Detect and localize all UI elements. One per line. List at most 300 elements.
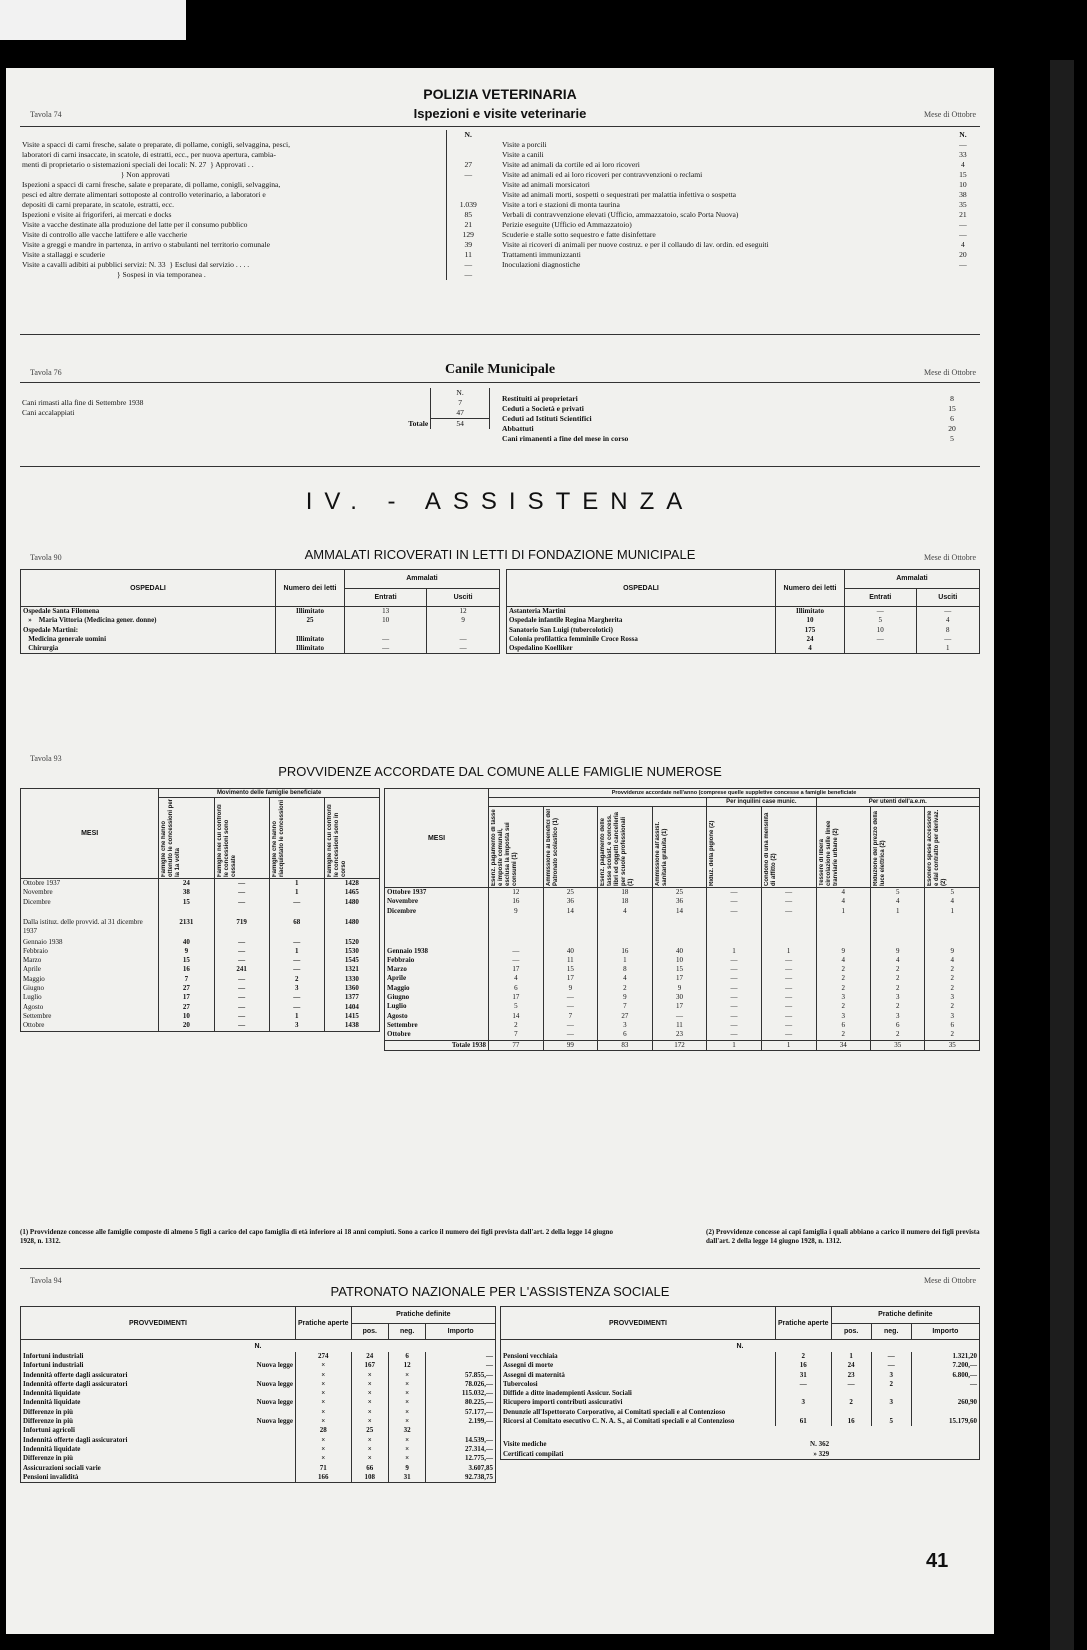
aperte-cell: 2 [776, 1352, 832, 1361]
col-provvidenza-sub [598, 807, 653, 888]
pos-cell [831, 1408, 871, 1417]
month-label: Aprile [385, 974, 489, 983]
col-header-text: Famiglie che hanno ottenuto le concessioni per la 1a volta [161, 798, 182, 877]
table-row [501, 1408, 980, 1417]
value-cell: 3 [871, 993, 925, 1002]
aperte-cell: × [296, 1417, 352, 1426]
row-value: 39 [446, 240, 490, 250]
provvedimento-name: Infortuni industriali [23, 1361, 84, 1370]
row-value: — [959, 230, 967, 239]
n-header: N. [431, 388, 490, 398]
value-cell: — [761, 1021, 816, 1030]
col-usciti: Usciti [916, 588, 979, 607]
value-cell: — [761, 1002, 816, 1011]
neg-cell: — [871, 1352, 911, 1361]
row-label: depositi di carni preparate, in scatole, estratti, ecc. [22, 200, 175, 209]
aperte-cell: 3 [776, 1398, 832, 1407]
pos-cell: 66 [351, 1464, 388, 1473]
aperte-cell: × [296, 1361, 352, 1370]
table-month: Mese di Ottobre [924, 1276, 976, 1285]
pos-cell: × [351, 1398, 388, 1407]
neg-cell: × [388, 1389, 425, 1398]
table-row [500, 160, 980, 170]
value-cell: 8 [598, 965, 653, 974]
table-title: Ispezioni e visite veterinarie [413, 106, 587, 121]
col-pratiche-definite: Pratiche definite [351, 1307, 495, 1324]
row-value: — [446, 270, 490, 280]
table-row [385, 947, 980, 956]
total-cell: 83 [598, 1040, 653, 1050]
pos-cell: — [831, 1380, 871, 1389]
col-provvidenze: Provvidenze accordate nell'anno (comprese quelle suppletive concesse a famiglie beneficiate [489, 789, 980, 798]
hospital-name: Ospedale infantile Regina Margherita [507, 616, 776, 625]
pos-cell: 167 [351, 1361, 388, 1370]
pos-cell: 23 [831, 1371, 871, 1380]
exited-count [427, 626, 500, 635]
col-entrati: Entrati [845, 588, 917, 607]
table-row [21, 1417, 496, 1426]
importo-cell: 92.738,75 [465, 1472, 493, 1481]
value-cell: 2 [816, 974, 871, 983]
provvedimento-cell [21, 1380, 296, 1389]
beds-count [276, 626, 345, 635]
value-cell: — [269, 1003, 324, 1012]
value-cell: 3 [816, 993, 871, 1002]
row-value: 11 [446, 250, 490, 260]
value-cell: 7 [489, 1030, 544, 1040]
pos-cell: × [351, 1389, 388, 1398]
row-value: 21 [446, 220, 490, 230]
col-provvidenza-sub [489, 807, 544, 888]
month-label: Settembre [21, 1012, 159, 1021]
row-value [446, 180, 490, 190]
table-row [500, 404, 980, 414]
row-label: Visite ad animali ed ai loro ricoveri per contravvenzioni o reclami [502, 170, 703, 179]
hospital-name: Colonia profilattica femminile Croce Rossa [507, 635, 776, 644]
cert-label: Certificati compilati [503, 1449, 564, 1458]
table-row [21, 1389, 496, 1398]
value-cell: 1 [707, 947, 762, 956]
value-cell: 1 [269, 888, 324, 897]
table-row [385, 888, 980, 898]
col-ammalati: Ammalati [345, 570, 500, 589]
row-label: laboratori di carni insaccate, in scatole, di estratti, ecc., per nuova apertura, cambia- [22, 150, 276, 159]
table-row [385, 907, 980, 927]
neg-cell: 5 [871, 1417, 911, 1426]
table-row [20, 270, 490, 280]
col-inquilini: Per inquilini case munic. [707, 798, 816, 807]
chapter-title: IV. - ASSISTENZA [305, 488, 695, 515]
hospital-name: Sanatorio San Luigi (tubercolotici) [507, 626, 776, 635]
table-row [21, 938, 380, 947]
provvedimento-name: Indennità liquidate [23, 1444, 81, 1453]
value-cell: 2 [871, 974, 925, 983]
table-row [20, 170, 490, 180]
row-value: 5 [950, 434, 954, 443]
rule [20, 466, 980, 467]
table-row [385, 965, 980, 974]
pos-cell: × [351, 1417, 388, 1426]
value-cell: — [761, 965, 816, 974]
value-cell: 36 [543, 897, 597, 906]
value-cell: — [761, 974, 816, 983]
exited-count: 9 [461, 616, 465, 625]
provvedimento-name: Infortuni agricoli [23, 1426, 75, 1435]
row-value: 47 [431, 408, 490, 419]
aperte-cell: — [776, 1380, 832, 1389]
row-value: 38 [959, 190, 967, 199]
value-cell: 10 [652, 956, 706, 965]
provvedimento-cell [21, 1361, 296, 1370]
table-row [507, 626, 980, 635]
importo-cell: 15.179,60 [949, 1417, 977, 1426]
month-label: Ottobre [21, 1021, 159, 1031]
total-cell: 77 [489, 1040, 544, 1050]
month-label: Dalla istituz. delle provvid. al 31 dicembre 1937 [21, 918, 159, 938]
hospital-name: Chirurgia [21, 644, 276, 654]
table-row [385, 1002, 980, 1011]
value-cell: 5 [489, 1002, 544, 1011]
value-cell: 27 [159, 1003, 214, 1012]
table-title: AMMALATI RICOVERATI IN LETTI DI FONDAZIONE MUNICIPALE [304, 547, 696, 562]
canile-left-table [20, 388, 490, 429]
provvedimento-name: Pensioni vecchiaia [501, 1352, 776, 1361]
month-label: Ottobre 1937 [385, 888, 489, 898]
aperte-cell: × [296, 1398, 352, 1407]
value-cell: 7 [543, 1012, 597, 1021]
table-number: Tavola 94 [30, 1276, 62, 1285]
col-ammalati: Ammalati [845, 570, 980, 589]
entered-count: — [845, 607, 917, 617]
beds-count: 4 [776, 644, 845, 654]
table-row [500, 220, 980, 230]
total-cell: 35 [871, 1040, 925, 1050]
provvedimento-name: Infortuni industriali [23, 1352, 84, 1360]
col-header-text: Esenz. pagamento di tasse e imposte comunali, esclusa la imposta sui consumi (1) [491, 809, 518, 886]
value-cell: 40 [652, 947, 706, 956]
rule [20, 382, 980, 383]
value-cell: 9 [543, 984, 597, 993]
row-value: 7 [431, 398, 490, 408]
table-row [21, 888, 380, 897]
col-header-text: Ammissione all'assist. sanitaria gratuita (1) [654, 821, 668, 886]
month-label: Febbraio [385, 956, 489, 965]
value-cell: 1 [816, 907, 871, 927]
neg-cell: × [388, 1371, 425, 1380]
exited-count: 4 [946, 616, 950, 625]
row-label: Inoculazioni diagnostiche [502, 260, 581, 269]
value-cell: 4 [816, 956, 871, 965]
table-row [385, 927, 980, 947]
footnote-2: (2) Provvidenze concesse ai capi famiglia i quali abbiano a carico il numero dei figli prevista dall'art. 2 della legge 14 giugno 1928, n. 1312. [706, 1228, 980, 1245]
neg-cell [871, 1408, 911, 1417]
provvedimento-name: Ricupero importi contributi assicurativi [501, 1398, 776, 1407]
value-cell: — [214, 879, 269, 889]
aperte-cell: 61 [776, 1417, 832, 1426]
aperte-cell: 28 [296, 1426, 352, 1435]
provvedimento-cell [21, 1398, 296, 1407]
row-label: Visite a canili [502, 150, 544, 159]
value-cell: 5 [871, 888, 925, 898]
aperte-cell: 16 [776, 1361, 832, 1370]
table-row [21, 635, 500, 644]
value-cell: 9 [816, 947, 871, 956]
col-provvidenza-sub [816, 807, 871, 888]
provvedimento-note: Nuova legge [256, 1417, 293, 1426]
beds-count: 24 [776, 635, 845, 644]
value-cell: — [761, 993, 816, 1002]
provvedimento-name: Tubercolosi [501, 1380, 776, 1389]
importo-cell: 6.800,— [952, 1370, 977, 1379]
value-cell [871, 927, 925, 947]
row-label: Restituiti ai proprietari [502, 394, 578, 403]
importo-cell [911, 1408, 979, 1417]
pos-cell: 2 [831, 1398, 871, 1407]
table-row [501, 1417, 980, 1426]
value-cell: 40 [159, 938, 214, 947]
aperte-cell: × [296, 1454, 352, 1463]
row-label: Visite a greggi e mandre in partenza, in arrivo o stabulanti nel territorio comunale [22, 240, 270, 249]
value-cell: 10 [159, 1012, 214, 1021]
row-value: 1.039 [446, 200, 490, 210]
table-row [21, 1464, 496, 1473]
importo-cell: 2.199,— [468, 1417, 493, 1426]
table-row [21, 1352, 496, 1361]
importo-cell: 260,90 [957, 1398, 977, 1407]
value-cell: — [269, 898, 324, 918]
exited-count: — [459, 634, 467, 643]
col-movimento: Movimento delle famiglie beneficiate [159, 789, 380, 798]
value-cell: 1520 [324, 938, 379, 947]
row-label: Scuderie e stalle sotto sequestro e fatte disinfettare [502, 230, 656, 239]
entered-count: 13 [345, 607, 427, 617]
table-row [21, 616, 500, 625]
pos-cell: × [351, 1445, 388, 1454]
aperte-cell: 166 [296, 1473, 352, 1483]
table-row [21, 898, 380, 918]
month-label: Luglio [21, 993, 159, 1002]
value-cell: 1 [761, 947, 816, 956]
row-label: Visite ad animali da cortile ed ai loro ricoveri [502, 160, 640, 169]
value-cell [652, 927, 706, 947]
value-cell [761, 927, 816, 947]
value-cell: 2 [925, 1030, 980, 1040]
value-cell: — [269, 965, 324, 974]
value-cell: 5 [925, 888, 980, 898]
table-row [20, 160, 490, 170]
total-cell: 35 [925, 1040, 980, 1050]
value-cell: 4 [598, 974, 653, 983]
value-cell: 1545 [324, 956, 379, 965]
provvedimento-cell [21, 1464, 296, 1473]
value-cell: 30 [652, 993, 706, 1002]
col-header-text: Ammissione ai benefici del Patronato scolastico (1) [545, 808, 559, 886]
total-value: 54 [431, 419, 490, 430]
value-cell: — [761, 1030, 816, 1040]
pos-cell: × [351, 1380, 388, 1389]
neg-cell: × [388, 1417, 425, 1426]
row-label: Visite a porcili [502, 140, 547, 149]
table-row [21, 1473, 496, 1483]
month-label: Marzo [21, 956, 159, 965]
col-numero-letti: Numero dei letti [276, 570, 345, 607]
col-header-text: Famiglie nei cui confronti le concessioni sono cessate [216, 804, 237, 877]
value-cell: — [707, 897, 762, 906]
row-label: Visite a vacche destinate alla produzione del latte per il consumo pubblico [22, 220, 248, 229]
row-value: — [446, 170, 490, 180]
row-value: 6 [950, 414, 954, 423]
polizia-left-table [20, 130, 490, 280]
total-cell: 34 [816, 1040, 871, 1050]
table-row [21, 626, 500, 635]
table-row [20, 230, 490, 240]
importo-cell [911, 1389, 979, 1398]
table-row [500, 170, 980, 180]
col-mesi: MESI [385, 789, 489, 888]
value-cell: 23 [652, 1030, 706, 1040]
table-row [21, 1371, 496, 1380]
col-neg: neg. [871, 1323, 911, 1340]
value-cell: — [707, 907, 762, 927]
value-cell: 3 [269, 1021, 324, 1031]
value-cell: 17 [652, 1002, 706, 1011]
value-cell [925, 927, 980, 947]
row-value: 33 [959, 150, 967, 159]
table-row [21, 1454, 496, 1463]
month-label: Maggio [385, 984, 489, 993]
col-provvidenza-sub [925, 807, 980, 888]
value-cell: 2 [871, 984, 925, 993]
page-spine-shadow [1050, 60, 1074, 1650]
month-label: Luglio [385, 1002, 489, 1011]
polizia-right-table [500, 130, 980, 270]
value-cell: — [543, 1021, 597, 1030]
value-cell: — [214, 898, 269, 918]
col-movimento-sub [214, 798, 269, 879]
value-cell: 1377 [324, 993, 379, 1002]
table-row [385, 956, 980, 965]
table-row [500, 230, 980, 240]
col-pratiche-aperte: Pratiche aperte [296, 1307, 352, 1340]
value-cell: 2 [925, 984, 980, 993]
exited-count: — [459, 644, 467, 653]
provvedimento-name: Diffide a ditte inadempienti Assicur. Sociali [501, 1389, 776, 1398]
beds-count: Illimitato [276, 607, 345, 617]
n-header: N. [446, 130, 490, 140]
value-cell: 24 [159, 879, 214, 889]
col-pratiche-aperte: Pratiche aperte [776, 1307, 832, 1340]
hospital-name: » Maria Vittoria (Medicina gener. donne) [21, 616, 276, 625]
value-cell: — [214, 888, 269, 897]
importo-cell: 12.775,— [465, 1454, 493, 1463]
value-cell: 6 [489, 984, 544, 993]
provvedimento-name: Differenze in più [23, 1454, 74, 1463]
aperte-cell: 31 [776, 1371, 832, 1380]
value-cell: — [761, 984, 816, 993]
beds-count: 25 [276, 616, 345, 625]
value-cell: 7 [159, 975, 214, 984]
value-cell: — [761, 907, 816, 927]
pos-cell: 24 [351, 1352, 388, 1361]
beds-count: 10 [776, 616, 845, 625]
value-cell: 4 [925, 956, 980, 965]
value-cell: 17 [159, 993, 214, 1002]
month-label: Settembre [385, 1021, 489, 1030]
value-cell: 15 [159, 898, 214, 918]
total-label: Totale [408, 418, 429, 428]
hospital-name: Ospedale Santa Filomena [21, 607, 276, 617]
value-cell: — [707, 888, 762, 898]
value-cell: — [214, 1012, 269, 1021]
table-row [385, 1030, 980, 1040]
col-provvidenza-sub [652, 807, 706, 888]
value-cell [543, 927, 597, 947]
importo-cell: 1.321,20 [952, 1352, 977, 1360]
value-cell: — [652, 1012, 706, 1021]
value-cell: — [761, 956, 816, 965]
value-cell: 6 [925, 1021, 980, 1030]
value-cell: 38 [159, 888, 214, 897]
value-cell: 1480 [324, 898, 379, 918]
section-polizia-veterinaria [6, 84, 994, 349]
value-cell: 17 [652, 974, 706, 983]
table-row [21, 1361, 496, 1370]
row-label: } Sospesi in via temporanea . [22, 270, 206, 279]
entered-count [345, 626, 427, 635]
value-cell: 4 [925, 897, 980, 906]
row-value: 8 [950, 394, 954, 403]
exited-count: — [944, 634, 952, 643]
col-entrati: Entrati [345, 588, 427, 607]
row-label: Perizie eseguite (Ufficio ed Ammazzatoio) [502, 220, 632, 229]
row-value [446, 190, 490, 200]
month-label: Agosto [21, 1003, 159, 1012]
provvedimento-cell [21, 1454, 296, 1463]
row-label: Cani accalappiati [22, 408, 75, 417]
visite-value: N. 362 [810, 1440, 830, 1449]
ammalati-right-table [506, 569, 980, 654]
value-cell: 2 [269, 975, 324, 984]
value-cell: 3 [925, 1012, 980, 1021]
pos-cell: 16 [831, 1417, 871, 1426]
table-row [21, 993, 380, 1002]
hospital-name: Ospedale Martini: [21, 626, 276, 635]
row-label: Visite ai ricoveri di animali per nuove costruz. e per il collaudo di lav. ordin. ed eseguiti [502, 240, 769, 249]
col-provvidenza-sub [707, 807, 762, 888]
table-row [20, 150, 490, 160]
table-row [501, 1389, 980, 1398]
value-cell: 12 [489, 888, 544, 898]
row-label: pesci ed altre derrate alimentari sottoposte al controllo veterinario, a laboratori e [22, 190, 266, 199]
table-number: Tavola 74 [30, 110, 62, 119]
value-cell: — [707, 1002, 762, 1011]
value-cell: — [761, 888, 816, 898]
exited-count: 8 [946, 625, 950, 634]
table-row [20, 260, 490, 270]
table-row [500, 210, 980, 220]
value-cell: 3 [871, 1012, 925, 1021]
value-cell: 2 [925, 1002, 980, 1011]
value-cell: 1360 [324, 984, 379, 993]
entered-count: 10 [345, 616, 427, 625]
provvedimento-name: Assicurazioni sociali varie [23, 1463, 101, 1472]
value-cell: 27 [159, 984, 214, 993]
table-row [20, 408, 490, 419]
value-cell: 1404 [324, 1003, 379, 1012]
month-label: Marzo [385, 965, 489, 974]
month-label: Aprile [21, 965, 159, 974]
month-label: Agosto [385, 1012, 489, 1021]
